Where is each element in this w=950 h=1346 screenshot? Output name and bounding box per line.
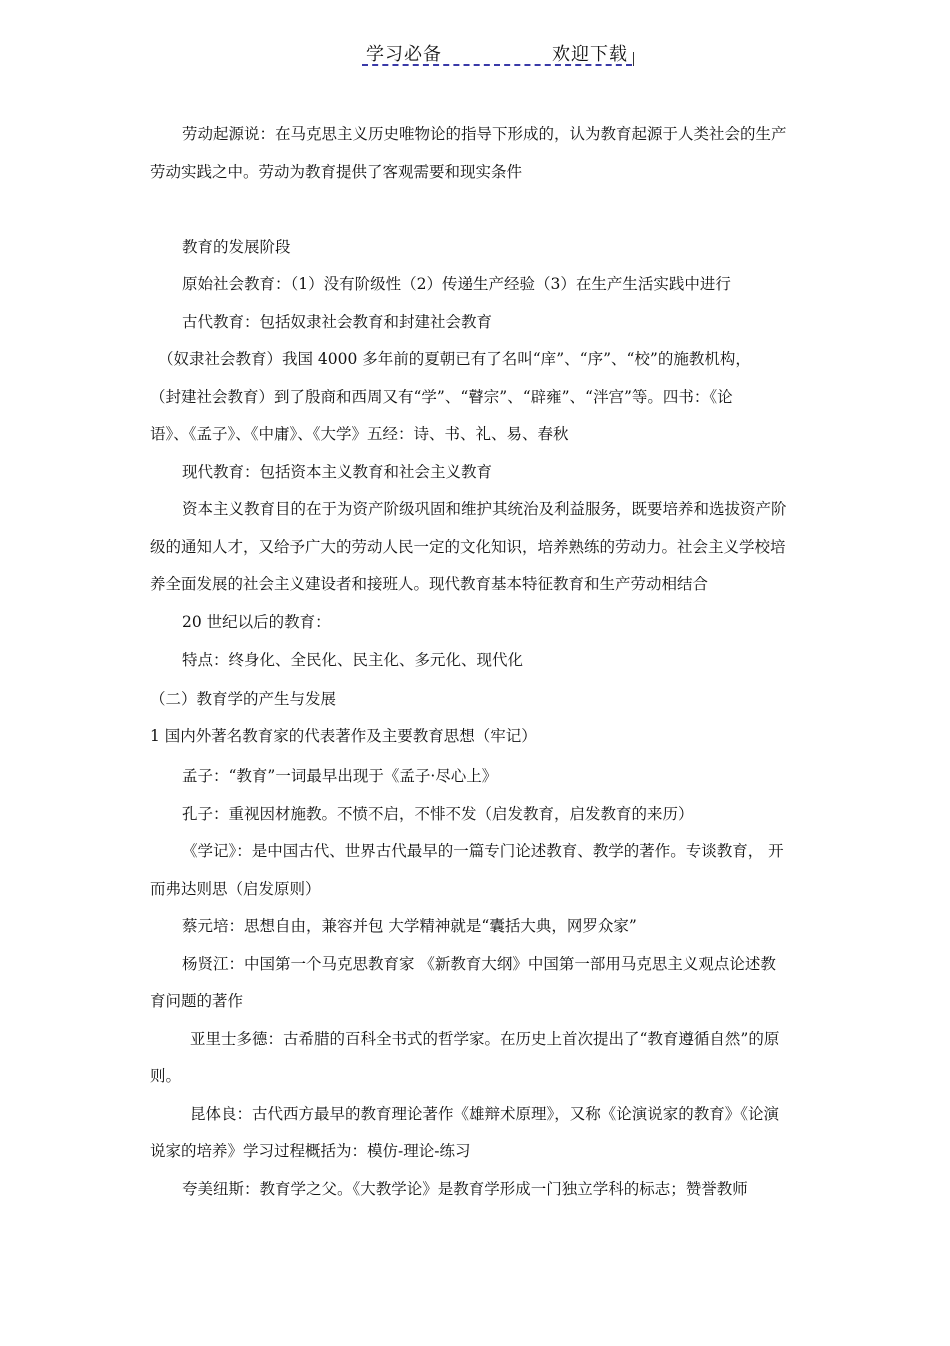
- paragraph-line: 则。: [150, 1067, 182, 1085]
- paragraph-line: 孟子：“教育”一词最早出现于《孟子·尽心上》: [182, 767, 498, 785]
- paragraph-line: 特点：终身化、全民化、民主化、多元化、现代化: [182, 651, 524, 669]
- paragraph-line: （奴隶社会教育）我国 4000 多年前的夏朝已有了名叫“庠”、“序”、“校”的施教机构，: [158, 350, 751, 368]
- paragraph-line: （封建社会教育）到了殷商和西周又有“学”、“瞽宗”、“辟雍”、“泮宫”等。四书：《论: [150, 388, 733, 406]
- header-cursor-mark: [633, 52, 634, 66]
- paragraph-line: 《学记》：是中国古代、世界古代最早的一篇专门论述教育、教学的著作。专谈教育， 开: [182, 842, 784, 860]
- section-heading: 教育的发展阶段: [182, 238, 291, 256]
- header-left-text: 学习必备: [366, 44, 442, 65]
- section-heading: （二）教育学的产生与发展: [150, 690, 337, 708]
- paragraph-line: 亚里士多德：古希腊的百科全书式的哲学家。在历史上首次提出了“教育遵循自然”的原: [190, 1030, 780, 1048]
- paragraph-line: 杨贤江：中国第一个马克思教育家 《新教育大纲》中国第一部用马克思主义观点论述教: [182, 955, 776, 973]
- paragraph-line: 劳动实践之中。劳动为教育提供了客观需要和现实条件: [150, 163, 523, 181]
- paragraph-line: 劳动起源说：在马克思主义历史唯物论的指导下形成的，认为教育起源于人类社会的生产: [182, 125, 787, 143]
- paragraph-line: 孔子：重视因材施教。不愤不启，不悱不发（启发教育，启发教育的来历）: [182, 805, 694, 823]
- page-header: [362, 40, 632, 66]
- paragraph-line: 20 世纪以后的教育：: [182, 613, 331, 631]
- paragraph-line: 级的通知人才，又给予广大的劳动人民一定的文化知识，培养熟练的劳动力。社会主义学校培: [150, 538, 786, 556]
- paragraph-line: 说家的培养》学习过程概括为：模仿-理论-练习: [150, 1142, 471, 1160]
- paragraph-line: 语》、《孟子》、《中庸》、《大学》五经：诗、书、礼、易、春秋: [150, 425, 569, 443]
- subsection-heading: 1 国内外著名教育家的代表著作及主要教育思想（牢记）: [150, 727, 537, 745]
- paragraph-line: 而弗达则思（启发原则）: [150, 880, 321, 898]
- paragraph-line: 资本主义教育目的在于为资产阶级巩固和维护其统治及利益服务，既要培养和选拔资产阶: [182, 500, 787, 518]
- paragraph-line: 蔡元培：思想自由，兼容并包 大学精神就是“囊括大典，网罗众家”: [182, 917, 637, 935]
- paragraph-line: 现代教育：包括资本主义教育和社会主义教育: [182, 463, 493, 481]
- paragraph-line: 育问题的著作: [150, 992, 244, 1010]
- header-right-text: 欢迎下载: [552, 44, 628, 65]
- paragraph-line: 原始社会教育：（1）没有阶级性（2）传递生产经验（3）在生产生活实践中进行: [182, 275, 731, 293]
- paragraph-line: 昆体良：古代西方最早的教育理论著作《雄辩术原理》，又称《论演说家的教育》《论演: [190, 1105, 780, 1123]
- paragraph-line: 古代教育：包括奴隶社会教育和封建社会教育: [182, 313, 493, 331]
- paragraph-line: 养全面发展的社会主义建设者和接班人。现代教育基本特征教育和生产劳动相结合: [150, 575, 709, 593]
- paragraph-line: 夸美纽斯：教育学之父。《大教学论》是教育学形成一门独立学科的标志；赞誉教师: [182, 1180, 748, 1198]
